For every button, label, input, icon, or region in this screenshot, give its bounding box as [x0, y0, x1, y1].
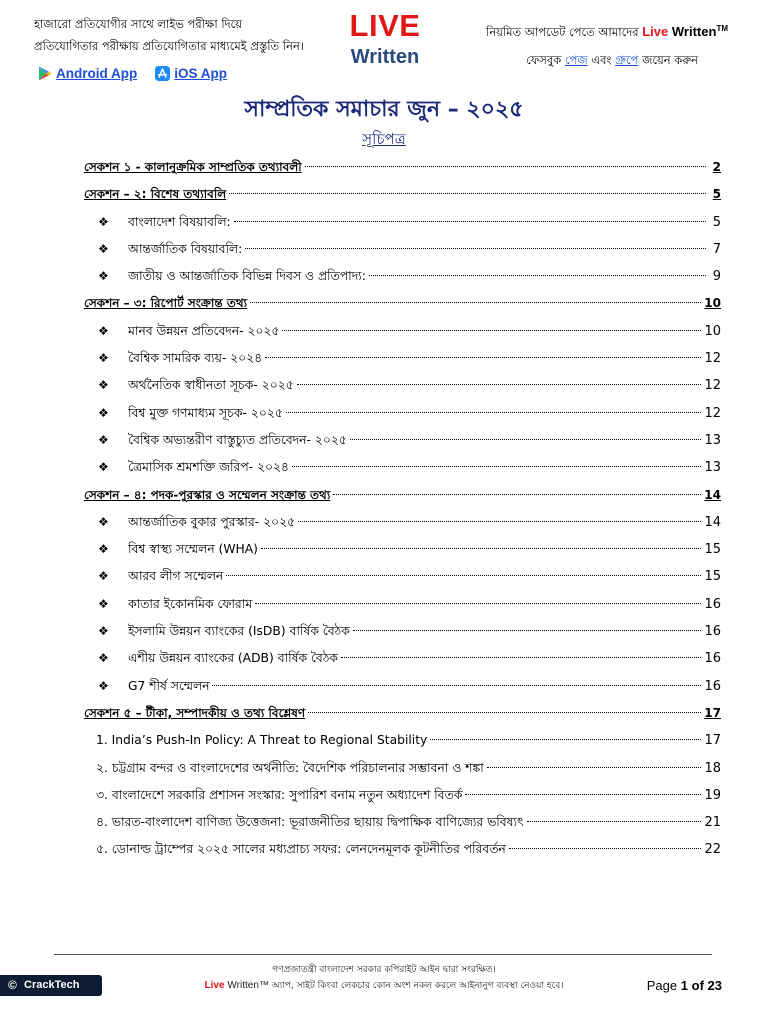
toc-entry[interactable]	[84, 209, 721, 236]
diamond-bullet-icon: ❖	[98, 241, 109, 256]
logo-live-text: LIVE	[349, 8, 421, 43]
dot-leader	[286, 412, 702, 413]
toc-entry-page: 22	[704, 842, 721, 858]
toc-entry-label: আন্তর্জাতিক বিষয়াবলি:	[128, 241, 243, 256]
cracktech-label: CrackTech	[24, 979, 80, 991]
diamond-bullet-icon: ❖	[98, 460, 109, 475]
toc-section-entry[interactable]	[84, 290, 721, 317]
toc-entry[interactable]	[84, 536, 721, 563]
toc-entry[interactable]	[84, 645, 721, 672]
toc-entry-page: 5	[712, 214, 721, 230]
dot-leader	[245, 248, 706, 249]
dot-leader	[265, 357, 701, 358]
facebook-group-link[interactable]: গ্রুপে	[615, 52, 639, 67]
toc-entry-label: এশীয় উন্নয়ন ব্যাংকের (ADB) বার্ষিক বৈঠক	[128, 651, 338, 666]
toc-entry[interactable]	[84, 318, 721, 345]
toc-entry[interactable]	[84, 263, 721, 290]
diamond-bullet-icon: ❖	[98, 651, 109, 666]
diamond-bullet-icon: ❖	[98, 678, 109, 693]
page-of: of	[691, 978, 704, 993]
cracktech-watermark	[0, 975, 102, 996]
dot-leader	[308, 712, 701, 713]
and-word: এবং	[591, 52, 612, 67]
toc-entry-page: 12	[704, 405, 721, 421]
diamond-bullet-icon: ❖	[98, 542, 109, 557]
facebook-page-link[interactable]: পেজ	[564, 52, 588, 67]
page-prefix: Page	[646, 978, 678, 993]
header-promo	[438, 18, 728, 71]
google-play-icon	[38, 66, 52, 81]
toc-entry-page: 13	[704, 432, 721, 448]
toc-entry-label: বৈশ্বিক সামরিক ব্যয়- ২০২৪	[128, 351, 263, 366]
toc-entry-label: ৪. ভারত-বাংলাদেশ বাণিজ্য উত্তেজনা: ভূরাজনীতির ছায়ায় দ্বিপাক্ষিক বাণিজ্যের ভবিষ্যৎ	[96, 815, 524, 830]
copy-warning-text: অ্যাপ, সাইট কিংবা লেকচার কোন অংশ নকল করলে আইনানুগ ব্যবস্থা নেওয়া হবে।	[271, 981, 564, 991]
toc-entry-label: G7 শীর্ষ সম্মেলন	[128, 678, 210, 693]
toc-section-entry[interactable]	[84, 181, 721, 208]
toc-entry-label: কাতার ইকোনমিক ফোরাম	[128, 596, 253, 611]
toc-entry-label: মানব উন্নয়ন প্রতিবেদন- ২০২৫	[128, 323, 280, 338]
dot-leader	[250, 302, 701, 303]
logo-written-text: Written	[350, 46, 420, 68]
ios-app-link[interactable]	[155, 66, 227, 81]
toc-entry-label: জাতীয় ও আন্তর্জাতিক বিভিন্ন দিবস ও প্রতিপাদ্য:	[128, 269, 366, 284]
toc-entry-label: বিশ্ব স্বাস্থ্য সম্মেলন (WHA)	[128, 542, 258, 557]
header-tagline	[34, 13, 364, 57]
tagline-line-2: প্রতিযোগিতার পরীক্ষায় প্রতিযোগিতার মাধ্যমেই প্রস্তুতি নিন।	[34, 39, 304, 53]
diamond-bullet-icon: ❖	[98, 569, 109, 584]
dot-leader	[282, 330, 701, 331]
toc-entry[interactable]	[84, 591, 721, 618]
diamond-bullet-icon: ❖	[98, 432, 109, 447]
toc-entry-label: বৈশ্বিক অভ্যন্তরীণ বাস্তুচ্যুত প্রতিবেদন- ২০২৫	[128, 432, 347, 447]
dot-leader	[465, 794, 701, 795]
tagline-line-1: হাজারো প্রতিযোগীর সাথে লাইভ পরীক্ষা দিয়ে	[34, 17, 243, 31]
trademark-mark: TM	[716, 24, 728, 33]
toc-entry-page: 17	[704, 705, 721, 720]
toc-entry-page: 15	[704, 569, 721, 585]
toc-entry-page: 14	[704, 514, 721, 530]
dot-leader	[527, 821, 702, 822]
diamond-bullet-icon: ❖	[98, 596, 109, 611]
toc-entry-label: আরব লীগ সম্মেলন	[128, 569, 224, 584]
toc-entry-label: সেকশন ৫ – টীকা, সম্পাদকীয় ও তথ্য বিশ্লেষণ	[84, 705, 306, 720]
toc-entry-label: ত্রৈমাসিক শ্রমশক্তি জরিপ- ২০২৪	[128, 460, 289, 475]
toc-entry[interactable]	[84, 427, 721, 454]
toc-entry-page: 7	[712, 241, 721, 257]
toc-entry-label: 1. India’s Push-In Policy: A Threat to Regional Stability	[96, 733, 428, 748]
toc-entry-label: বাংলাদেশ বিষয়াবলি:	[128, 214, 231, 229]
toc-entry[interactable]	[84, 236, 721, 263]
toc-entry-label: সেকশন ১ - কালানুক্রমিক সাম্প্রতিক তথ্যাবলী	[84, 160, 302, 174]
dot-leader	[353, 630, 702, 631]
toc-entry-page: 18	[704, 760, 721, 776]
toc-entry-page: 13	[704, 460, 721, 476]
ios-app-label: iOS App	[174, 66, 227, 81]
diamond-bullet-icon: ❖	[98, 378, 109, 393]
toc-entry-label: সেকশন – ৪: পদক-পুরস্কার ও সম্মেলন সংক্রান্ত তথ্য	[84, 487, 331, 502]
toc-entry[interactable]	[84, 400, 721, 427]
toc-entry-page: 14	[704, 487, 721, 502]
footer-brand-written: Written™	[227, 980, 269, 991]
dot-leader	[509, 848, 702, 849]
page-total: 23	[707, 978, 722, 993]
toc-heading-text: সূচিপত্র	[362, 130, 406, 148]
footer-divider	[54, 954, 712, 955]
diamond-bullet-icon: ❖	[98, 405, 109, 420]
join-word: জয়েন করুন	[642, 52, 698, 67]
toc-entry-page: 16	[704, 678, 721, 694]
dot-leader	[487, 767, 702, 768]
toc-entry-page: 16	[704, 624, 721, 640]
dot-leader	[297, 384, 702, 385]
document-title: সাম্প্রতিক সমাচার জুন – ২০২৫	[244, 97, 524, 122]
toc-entry-label: আন্তর্জাতিক বুকার পুরস্কার- ২০২৫	[128, 514, 295, 529]
page-current: 1	[680, 978, 688, 993]
toc-entry-page: 17	[704, 733, 721, 749]
toc-entry-page: 15	[704, 542, 721, 558]
dot-leader	[350, 439, 702, 440]
toc-entry-label: ৩. বাংলাদেশে সরকারি প্রশাসন সংস্কার: সুপারিশ বনাম নতুন অধ্যাদেশ বিতর্ক	[96, 787, 463, 802]
promo-line-2	[438, 49, 728, 71]
diamond-bullet-icon: ❖	[98, 269, 109, 284]
diamond-bullet-icon: ❖	[98, 214, 109, 229]
toc-section-entry[interactable]	[84, 154, 721, 181]
table-of-contents	[84, 154, 721, 864]
toc-section-entry[interactable]	[84, 700, 721, 727]
toc-entry[interactable]	[84, 673, 721, 700]
app-links	[38, 66, 227, 81]
dot-leader	[430, 739, 701, 740]
dot-leader	[229, 193, 706, 194]
copyright-notice: গণপ্রজাতন্ত্রী বাংলাদেশ সরকার কপিরাইট আইন দ্বারা সংরক্ষিত।	[272, 965, 496, 975]
toc-entry[interactable]	[84, 454, 721, 481]
page-number	[647, 978, 722, 993]
dot-leader	[333, 494, 701, 495]
dot-leader	[369, 275, 706, 276]
toc-entry-label: বিশ্ব মুক্ত গণমাধ্যম সূচক- ২০২৫	[128, 405, 283, 420]
dot-leader	[305, 166, 706, 167]
diamond-bullet-icon: ❖	[98, 514, 109, 529]
toc-entry[interactable]	[84, 836, 721, 863]
toc-entry-page: 2	[712, 160, 721, 174]
toc-entry-page: 16	[704, 651, 721, 667]
dot-leader	[212, 685, 701, 686]
toc-entry-label: অর্থনৈতিক স্বাধীনতা সূচক- ২০২৫	[128, 378, 294, 393]
diamond-bullet-icon: ❖	[98, 624, 109, 639]
footer-brand-live: Live	[204, 980, 225, 991]
toc-entry-label: ২. চট্টগ্রাম বন্দর ও বাংলাদেশের অর্থনীতি: বৈদেশিক পরিচালনার সম্ভাবনা ও শঙ্কা	[96, 760, 484, 775]
toc-entry-label: ৫. ডোনাল্ড ট্রাম্পের ২০২৫ সালের মধ্যপ্রাচ্য সফর: লেনদেনমূলক কূটনীতির পরিবর্তন	[96, 842, 506, 857]
toc-entry-label: সেকশন – ৩: রিপোর্ট সংক্রান্ত তথ্য	[84, 296, 248, 311]
android-app-link[interactable]	[38, 66, 137, 81]
facebook-word: ফেসবুক	[526, 52, 562, 67]
live-written-logo	[344, 8, 426, 78]
toc-entry-page: 12	[704, 351, 721, 367]
toc-entry-label: ইসলামি উন্নয়ন ব্যাংকের (IsDB) বার্ষিক বৈঠক	[128, 624, 350, 639]
toc-entry[interactable]	[84, 563, 721, 590]
toc-heading	[0, 128, 768, 153]
brand-written: Written	[671, 23, 717, 39]
toc-entry[interactable]	[84, 782, 721, 809]
toc-entry-page: 12	[704, 378, 721, 394]
toc-entry-page: 16	[704, 596, 721, 612]
toc-entry-label: সেকশন – ২: বিশেষ তথ্যাবলি	[84, 187, 227, 202]
toc-entry[interactable]	[84, 809, 721, 836]
diamond-bullet-icon: ❖	[98, 351, 109, 366]
promo-prefix: নিয়মিত আপডেট পেতে আমাদের	[485, 24, 639, 39]
toc-entry[interactable]	[84, 727, 721, 754]
dot-leader	[341, 657, 702, 658]
toc-entry[interactable]	[84, 509, 721, 536]
toc-entry-page: 10	[704, 296, 721, 311]
dot-leader	[298, 521, 702, 522]
promo-line-1	[438, 18, 728, 43]
toc-section-entry[interactable]	[84, 482, 721, 509]
toc-entry-page: 5	[712, 187, 721, 202]
toc-entry[interactable]	[84, 755, 721, 782]
dot-leader	[226, 575, 701, 576]
toc-entry[interactable]	[84, 345, 721, 372]
toc-entry[interactable]	[84, 618, 721, 645]
dot-leader	[255, 603, 701, 604]
app-store-icon	[155, 66, 170, 81]
toc-entry-page: 21	[704, 815, 721, 831]
copyright-icon: ©	[8, 978, 17, 992]
toc-entry[interactable]	[84, 372, 721, 399]
toc-entry-page: 19	[704, 787, 721, 803]
android-app-label: Android App	[56, 66, 138, 81]
toc-entry-page: 9	[712, 269, 721, 285]
toc-entry-page: 10	[704, 323, 721, 339]
diamond-bullet-icon: ❖	[98, 323, 109, 338]
dot-leader	[234, 221, 706, 222]
brand-live: Live	[642, 23, 669, 39]
dot-leader	[261, 548, 701, 549]
dot-leader	[292, 466, 702, 467]
